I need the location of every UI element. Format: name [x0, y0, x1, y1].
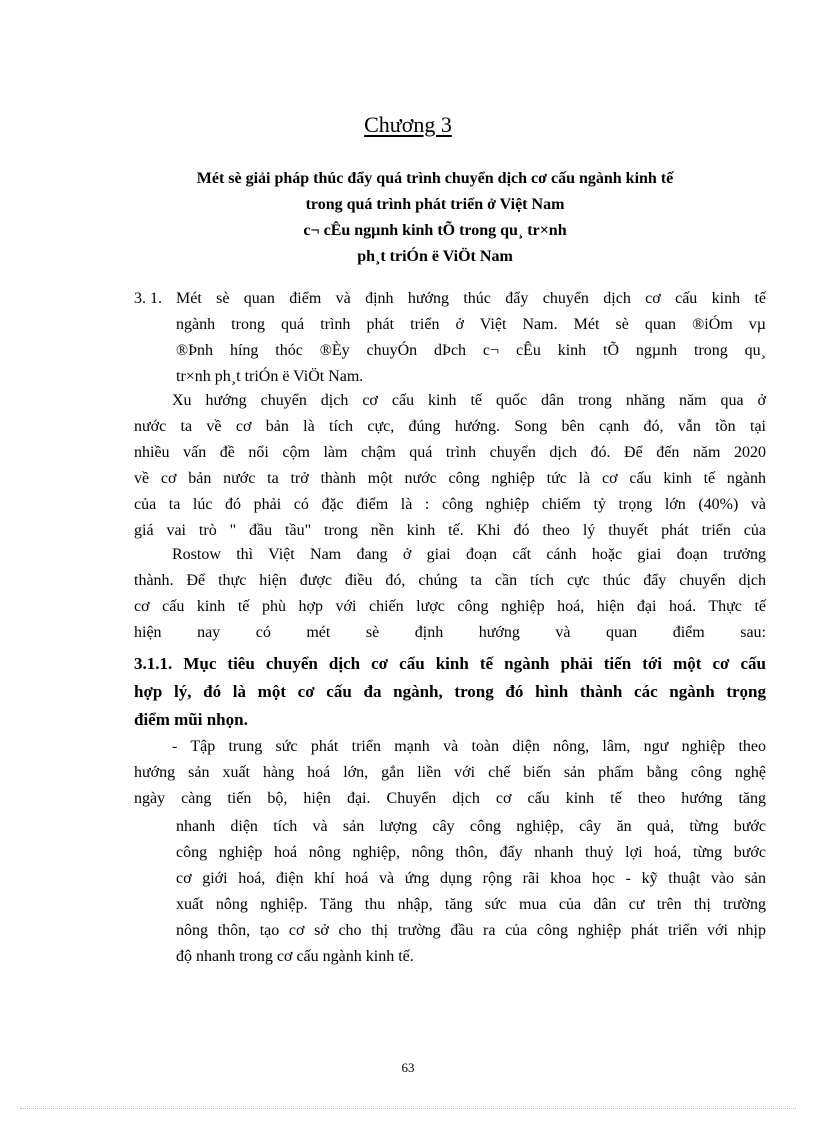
- text-line: giá vai trò " đầu tầu" trong nền kinh tế. Khi đó theo lý thuyết phát triển của: [134, 522, 766, 539]
- page-number: 63: [401, 1060, 415, 1075]
- chapter-title: [140, 166, 730, 270]
- text-line: ngày càng tiến bộ, hiện đại. Chuyển dịch cơ cấu kinh tế theo hướng tăng: [134, 790, 766, 807]
- text-line: của ta lúc đó phải có đặc điểm là : công nghiệp chiếm tỷ trọng lớn (40%) và: [134, 496, 766, 513]
- section-number: 3. 1.: [134, 290, 162, 307]
- text-line: nhiều vấn đề nổi cộm làm chậm quá trình chuyển dịch đó. Để đến năm 2020: [134, 444, 766, 461]
- text-line: hiện nay có mét sè định hướng và quan điểm sau:: [134, 624, 766, 641]
- text-line: hướng sản xuất hàng hoá lớn, gắn liền với chế biến sản phẩm bằng công nghệ: [134, 764, 766, 781]
- text-line: cơ giới hoá, điện khí hoá và ứng dụng rộng rãi khoa học - kỹ thuật vào sản: [176, 870, 766, 887]
- text-line: Xu hướng chuyển dịch cơ cấu kinh tế quốc dân trong nhăng năm qua ở: [172, 392, 766, 409]
- text-line: xuất nông nghiệp. Tăng thu nhập, tăng sức mua của dân cư trên thị trường: [176, 896, 766, 913]
- text-line: điểm mũi nhọn.: [134, 710, 248, 729]
- text-line: nông thôn, tạo cơ sở cho thị trường đầu ra của công nghiệp phát triển với nhịp: [176, 922, 766, 939]
- text-line: về cơ bản nước ta trở thành một nước công nghiệp tức là cơ cấu kinh tế ngành: [134, 470, 766, 487]
- text-line: ngành trong quá trình phát triển ở Việt Nam. Mét sè quan ®iÓm vµ: [176, 316, 766, 333]
- title-line: c¬ cÊu ngµnh kinh tÕ trong qu¸ tr×nh: [303, 222, 567, 239]
- text-line: Mét sè quan điểm và định hướng thúc đẩy chuyển dịch cơ cấu kinh tế: [176, 290, 766, 307]
- text-line: công nghiệp hoá nông nghiệp, nông thôn, đẩy nhanh thuỷ lợi hoá, từng bước: [176, 844, 766, 861]
- title-line: trong quá trình phát triển ở Việt Nam: [305, 196, 565, 213]
- section-heading: [176, 286, 766, 390]
- paragraph: [134, 542, 766, 646]
- text-line: thành. Để thực hiện được điều đó, chúng ta cần tích cực thúc đẩy chuyển dịch: [134, 572, 766, 589]
- text-line: nhanh diện tích và sản lượng cây công nghiệp, cây ăn quả, từng bước: [176, 818, 766, 835]
- title-line: ph¸t triÓn ë ViÖt Nam: [357, 248, 513, 265]
- paragraph: [176, 814, 766, 970]
- text-line: ®Þnh híng thóc ®Èy chuyÓn dÞch c¬ cÊu kinh tÕ ngµnh trong qu¸: [176, 342, 766, 359]
- text-line: - Tập trung sức phát triển mạnh và toàn diện nông, lâm, ngư nghiệp theo: [172, 738, 766, 755]
- text-line: 3.1.1. Mục tiêu chuyển dịch cơ cấu kinh tế ngành phải tiến tới một cơ cấu: [134, 654, 766, 673]
- text-line: hợp lý, đó là một cơ cấu đa ngành, trong đó hình thành các ngành trọng: [134, 682, 766, 701]
- subsection-heading: [134, 650, 766, 734]
- text-line: cơ cấu kinh tế phù hợp với chiến lược công nghiệp hoá, hiện đại hoá. Thực tế: [134, 598, 766, 615]
- text-line: nước ta về cơ bản là tích cực, đúng hướng. Song bên cạnh đó, vẫn tồn tại: [134, 418, 766, 435]
- paragraph: [134, 734, 766, 812]
- title-line: Mét sè giải pháp thúc đẩy quá trình chuyển dịch cơ cấu ngành kinh tế: [196, 170, 674, 187]
- paragraph: [134, 388, 766, 544]
- text-line: Rostow thì Việt Nam đang ở giai đoạn cất cánh hoặc giai đoạn trưởng: [172, 546, 766, 563]
- page-bottom-divider: [20, 1108, 796, 1109]
- text-line: tr×nh ph¸t triÓn ë ViÖt Nam.: [176, 368, 364, 385]
- chapter-heading: Chương 3: [364, 112, 452, 137]
- text-line: độ nhanh trong cơ cấu ngành kinh tế.: [176, 948, 414, 965]
